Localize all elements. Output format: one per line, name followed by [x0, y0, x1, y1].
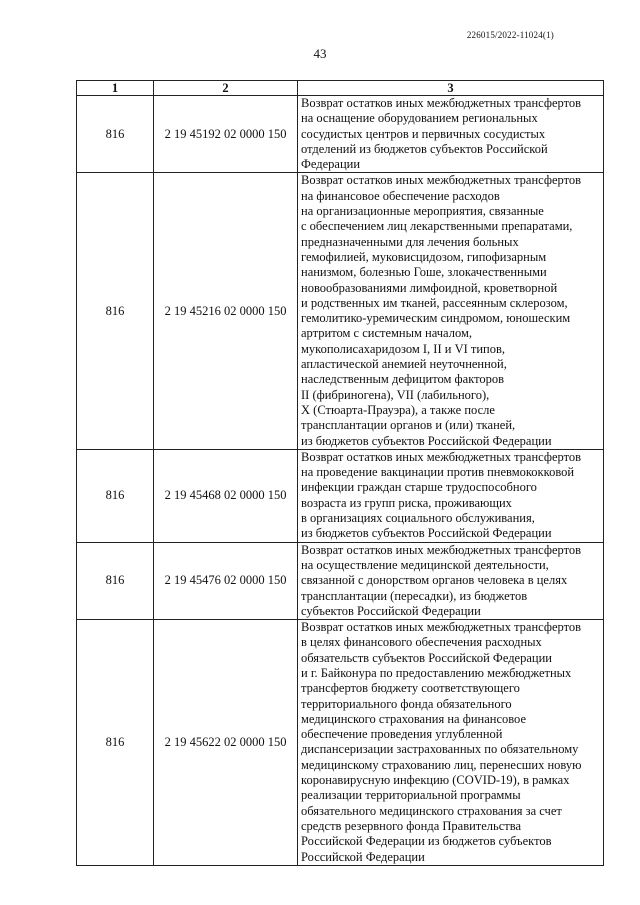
table-header-row [77, 81, 604, 96]
description-line: Возврат остатков иных межбюджетных трансфертов [301, 449, 582, 464]
description-line: медицинскому страхованию лиц, перенесших новую [301, 757, 582, 772]
description-line: Возврат остатков иных межбюджетных трансфертов [301, 173, 582, 188]
description-line: на организационные мероприятия, связанные [301, 204, 544, 219]
description-cell [298, 620, 604, 866]
table-body [77, 96, 604, 866]
description-line: инфекции граждан старше трудоспособного [301, 480, 537, 495]
budget-classification-table [76, 80, 604, 866]
description-line: обязательств субъектов Российской Федерации [301, 650, 552, 665]
description-line: связанной с донорством органов человека в целях [301, 573, 568, 588]
budget-code-cell: 2 19 45192 02 0000 150 [154, 96, 298, 173]
column-header-2: 2 [154, 81, 298, 96]
description-line: X (Стюарта-Прауэра), а также после [301, 402, 495, 417]
description-cell [298, 449, 604, 542]
description-line: территориального фонда обязательного [301, 696, 512, 711]
description-line: новообразованиями лимфоидной, кроветворной [301, 280, 558, 295]
administrator-code-cell: 816 [77, 173, 154, 449]
description-line: предназначенными для лечения больных [301, 234, 519, 249]
table-row [77, 620, 604, 866]
table-row [77, 96, 604, 173]
description-line: коронавирусную инфекцию (COVID-19), в рамках [301, 773, 570, 788]
description-line: обязательного медицинского страхования за счет [301, 803, 562, 818]
description-line: на финансовое обеспечение расходов [301, 188, 500, 203]
description-line: с обеспечением лиц лекарственными препаратами, [301, 219, 573, 234]
description-line: II (фибриногена), VII (лабильного), [301, 387, 490, 402]
description-line: обеспечение проведения углубленной [301, 727, 503, 742]
description-line: на осуществление медицинской деятельности, [301, 557, 549, 572]
description-line: средств резервного фонда Правительства [301, 818, 522, 833]
budget-code-cell: 2 19 45622 02 0000 150 [154, 620, 298, 866]
description-line: на проведение вакцинации против пневмококковой [301, 465, 575, 480]
description-line: Возврат остатков иных межбюджетных трансфертов [301, 96, 582, 110]
description-line: в организациях социального обслуживания, [301, 511, 535, 526]
administrator-code-cell: 816 [77, 96, 154, 173]
description-line: на оснащение оборудованием региональных [301, 111, 538, 126]
administrator-code-cell: 816 [77, 449, 154, 542]
description-line: отделений из бюджетов субъектов Российской [301, 141, 548, 156]
column-header-1: 1 [77, 81, 154, 96]
description-line: наследственным дефицитом факторов [301, 372, 505, 387]
budget-code-cell: 2 19 45468 02 0000 150 [154, 449, 298, 542]
description-line: из бюджетов субъектов Российской Федерации [301, 526, 552, 541]
description-cell [298, 542, 604, 619]
description-line: реализации территориальной программы [301, 788, 521, 803]
description-line: диспансеризации застрахованных по обязательному [301, 742, 579, 757]
description-line: апластической анемией неуточненной, [301, 357, 507, 372]
column-header-3: 3 [298, 81, 604, 96]
description-line: сосудистых центров и первичных сосудистых [301, 126, 546, 141]
table-row [77, 449, 604, 542]
budget-code-cell: 2 19 45216 02 0000 150 [154, 173, 298, 449]
description-line: гемофилией, муковисцидозом, гипофизарным [301, 249, 547, 264]
description-line: трансплантации органов и (или) тканей, [301, 418, 516, 433]
description-line: Федерации [301, 157, 361, 172]
description-line: медицинского страхования на финансовое [301, 711, 527, 726]
administrator-code-cell: 816 [77, 620, 154, 866]
description-line: из бюджетов субъектов Российской Федерации [301, 433, 552, 448]
description-line: артритом с системным началом, [301, 326, 473, 341]
description-line: мукополисахаридозом I, II и VI типов, [301, 341, 506, 356]
budget-code-cell: 2 19 45476 02 0000 150 [154, 542, 298, 619]
administrator-code-cell: 816 [77, 542, 154, 619]
description-line: трансплантации (пересадки), из бюджетов [301, 588, 528, 603]
description-line: Российской Федерации [301, 849, 425, 864]
table-row [77, 173, 604, 449]
description-line: трансфертов бюджету соответствующего [301, 681, 520, 696]
description-cell [298, 96, 604, 173]
document-registration-number: 226015/2022-11024(1) [466, 30, 554, 40]
description-line: возраста из групп риска, проживающих [301, 495, 512, 510]
description-line: и г. Байконура по предоставлению межбюджетных [301, 665, 572, 680]
description-line: в целях финансового обеспечения расходных [301, 635, 542, 650]
page-number: 43 [313, 46, 327, 61]
description-line: и родственных им тканей, рассеянным склерозом, [301, 295, 568, 310]
description-cell [298, 173, 604, 449]
description-line: нанизмом, болезнью Гоше, злокачественными [301, 265, 547, 280]
description-line: Возврат остатков иных межбюджетных трансфертов [301, 620, 582, 635]
description-line: Возврат остатков иных межбюджетных трансфертов [301, 542, 582, 557]
description-line: гемолитико-уремическим синдромом, юношеским [301, 311, 571, 326]
description-line: субъектов Российской Федерации [301, 603, 481, 618]
description-line: Российской Федерации из бюджетов субъектов [301, 834, 552, 849]
table-row [77, 542, 604, 619]
